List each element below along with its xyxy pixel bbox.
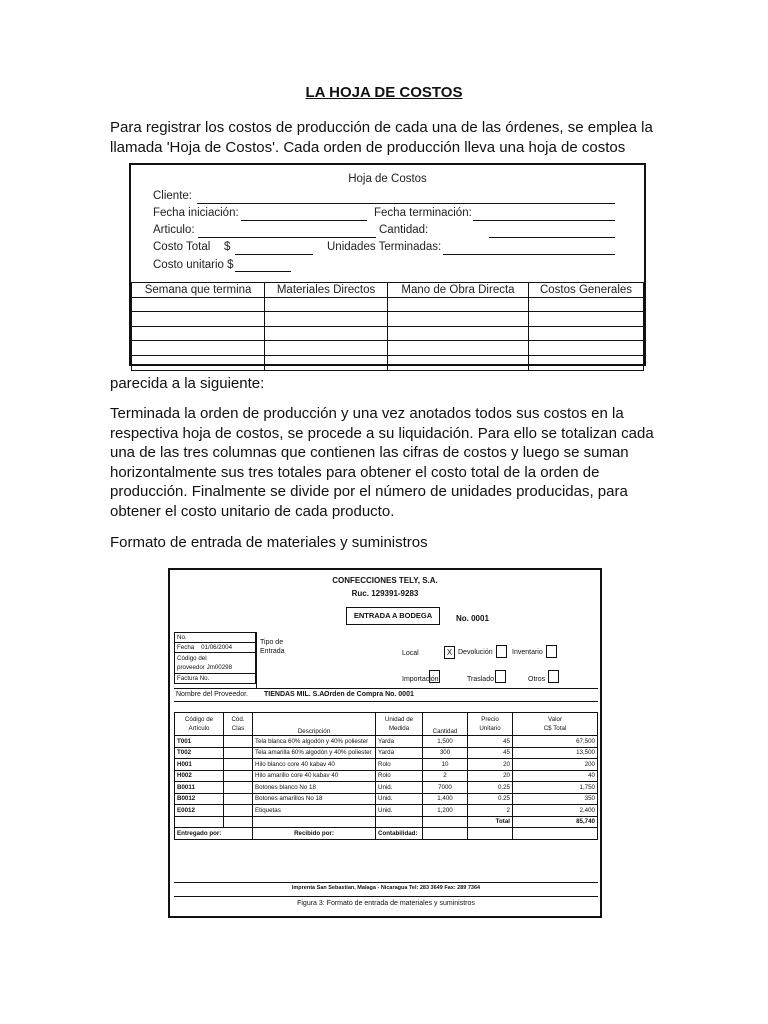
total-label: Total xyxy=(468,816,513,828)
liquidation-paragraph: Terminada la orden de producción y una vez anotados todos sus costos en la respectiva hoja de costos, se procede a su liquidación. Para ello se totalizan cada una de las tres columnas que contienen las cifras de costos y luego se suman horizontalmente sus tres totales para obtener el costo total de la orden de producción. Finalmente se divide por el número de unidades producidas, para obtener el costo unitario de cada producto. xyxy=(110,405,654,520)
inventario-label: Inventario xyxy=(512,649,543,656)
item-price: 20 xyxy=(468,759,513,771)
codigo-label-2: proveedor xyxy=(177,664,205,671)
costo-total-label: Costo Total xyxy=(153,241,211,253)
item-total: 200 xyxy=(513,759,598,771)
company-ruc: Ruc. 129391-9283 xyxy=(351,589,419,598)
table-row xyxy=(132,341,644,356)
item-clas xyxy=(224,736,253,748)
item-description: Botones blanco No 18 xyxy=(253,782,376,794)
importacion-checkbox[interactable] xyxy=(429,670,440,683)
hdr-valor-1: Valor xyxy=(548,716,562,723)
table-row xyxy=(175,759,598,771)
entregado-label: Entregado por: xyxy=(175,828,253,840)
otros-label: Otros xyxy=(528,676,546,683)
paragraph-formato: Formato de entrada de materiales y suministros xyxy=(110,534,428,551)
hdr-descripcion: Descripción xyxy=(253,713,376,736)
costo-unitario-label: Costo unitario $ xyxy=(153,259,234,271)
item-clas xyxy=(224,759,253,771)
table-row xyxy=(132,326,644,341)
fecha-fin-label: Fecha terminación: xyxy=(374,207,472,219)
tipo-label-2: Entrada xyxy=(260,648,285,655)
item-total: 2,400 xyxy=(513,805,598,817)
hdr-cod-1: Cód. xyxy=(231,716,245,723)
item-code: T002 xyxy=(175,747,224,759)
item-unit: Unid. xyxy=(376,793,423,805)
figure-caption: Figura 3: Formato de entrada de materiales y suministros xyxy=(174,896,598,907)
unidades-label: Unidades Terminadas: xyxy=(327,241,442,253)
hdr-valor-2: C$ Total xyxy=(543,725,567,732)
codigo-label-1: Código del xyxy=(177,655,207,662)
table-row xyxy=(132,355,644,370)
codigo-value: Jm00298 xyxy=(206,664,233,671)
entry-info-table xyxy=(174,632,256,684)
item-unit: Yarda xyxy=(376,747,423,759)
cantidad-label: Cantidad: xyxy=(379,224,429,236)
item-price: 0.25 xyxy=(468,793,513,805)
hdr-cantidad: Cantidad xyxy=(423,713,468,736)
hdr-cod-2: Clas xyxy=(231,725,245,732)
item-clas xyxy=(224,747,253,759)
col-semana: Semana que termina xyxy=(132,283,265,298)
col-materiales: Materiales Directos xyxy=(265,283,388,298)
item-total: 1,750 xyxy=(513,782,598,794)
table-row xyxy=(175,770,598,782)
cost-sheet-table xyxy=(131,282,644,371)
item-price: 20 xyxy=(468,770,513,782)
proveedor-value: TIENDAS MIL. S.A. xyxy=(264,691,327,698)
proveedor-row xyxy=(174,688,598,702)
hdr-codigo xyxy=(175,713,224,736)
devolucion-checkbox[interactable] xyxy=(496,645,507,658)
item-code: B0011 xyxy=(175,782,224,794)
fecha-inicio-line xyxy=(241,220,367,221)
col-mano-obra: Mano de Obra Directa xyxy=(387,283,528,298)
item-quantity: 7000 xyxy=(423,782,468,794)
local-label: Local xyxy=(402,650,419,657)
items-header xyxy=(175,713,598,736)
item-clas xyxy=(224,805,253,817)
item-quantity: 10 xyxy=(423,759,468,771)
inventario-checkbox[interactable] xyxy=(546,645,557,658)
item-quantity: 1,200 xyxy=(423,805,468,817)
hdr-precio xyxy=(468,713,513,736)
item-quantity: 2 xyxy=(423,770,468,782)
orden-compra: Orden de Compra No. 0001 xyxy=(324,691,414,698)
devolucion-label: Devolución xyxy=(458,649,493,656)
otros-checkbox[interactable] xyxy=(548,670,559,683)
fecha-inicio-label: Fecha iniciación: xyxy=(153,207,239,219)
contabilidad-label: Contabilidad: xyxy=(376,828,423,840)
articulo-line xyxy=(198,237,376,238)
item-code: E0012 xyxy=(175,805,224,817)
codigo-cell xyxy=(175,653,256,674)
table-row xyxy=(175,736,598,748)
hdr-unidad-1: Unidad de xyxy=(384,716,414,723)
paragraph-parecida: parecida a la siguiente: xyxy=(110,375,265,392)
hdr-codigo-2: Artículo xyxy=(188,725,210,732)
item-price: 0.25 xyxy=(468,782,513,794)
hdr-precio-2: Unitario xyxy=(479,725,501,732)
divider xyxy=(256,632,257,688)
traslado-label: Traslado xyxy=(467,676,494,683)
item-price: 45 xyxy=(468,736,513,748)
table-row xyxy=(175,782,598,794)
table-row xyxy=(175,805,598,817)
table-row xyxy=(132,312,644,327)
item-quantity: 1,500 xyxy=(423,736,468,748)
item-code: H001 xyxy=(175,759,224,771)
item-unit: Rolo xyxy=(376,759,423,771)
no-label: No. xyxy=(175,633,256,643)
item-quantity: 300 xyxy=(423,747,468,759)
hdr-unidad xyxy=(376,713,423,736)
col-costos-generales: Costos Generales xyxy=(529,283,644,298)
recibido-label: Recibido por: xyxy=(253,828,376,840)
item-quantity: 1,400 xyxy=(423,793,468,805)
item-description: Botones amarillos No 18 xyxy=(253,793,376,805)
cliente-line xyxy=(197,203,615,204)
cost-sheet-form xyxy=(129,163,646,366)
signature-row xyxy=(175,828,598,840)
fecha-cell xyxy=(175,643,256,653)
hdr-cod xyxy=(224,713,253,736)
unidades-line xyxy=(443,254,615,255)
company-name: CONFECCIONES TELY, S.A. xyxy=(332,576,438,585)
hdr-codigo-1: Código de xyxy=(184,716,214,723)
item-code: H002 xyxy=(175,770,224,782)
item-price: 2 xyxy=(468,805,513,817)
table-row xyxy=(175,793,598,805)
item-description: Etiquetas xyxy=(253,805,376,817)
total-value: 85,740 xyxy=(513,816,598,828)
costo-total-dollar: $ xyxy=(224,241,231,253)
costo-unitario-line xyxy=(235,271,291,272)
doc-number: No. 0001 xyxy=(456,614,489,623)
item-description: Tela blanca 60% algodón y 40% poliester xyxy=(253,736,376,748)
cost-sheet-title: Hoja de Costos xyxy=(348,173,427,185)
item-total: 40 xyxy=(513,770,598,782)
item-price: 45 xyxy=(468,747,513,759)
item-description: Hilo blanco core 40 kabav 40 xyxy=(253,759,376,771)
cantidad-line xyxy=(489,237,615,238)
factura-label: Factura No. xyxy=(175,674,256,684)
fecha-label: Fecha xyxy=(177,644,195,651)
item-total: 350 xyxy=(513,793,598,805)
total-row xyxy=(175,816,598,828)
tipo-entrada-label xyxy=(260,638,285,656)
item-code: T001 xyxy=(175,736,224,748)
fecha-fin-line xyxy=(473,220,615,221)
table-row xyxy=(175,747,598,759)
item-code: B0012 xyxy=(175,793,224,805)
item-unit: Yarda xyxy=(376,736,423,748)
fecha-value: 01/06/2004 xyxy=(201,644,233,651)
traslado-checkbox[interactable] xyxy=(495,670,506,683)
hdr-unidad-2: Medida xyxy=(388,725,410,732)
hdr-valor xyxy=(513,713,598,736)
item-unit: Unid. xyxy=(376,782,423,794)
table-row xyxy=(132,297,644,312)
cliente-label: Cliente: xyxy=(153,190,192,202)
importacion-label: Importación xyxy=(402,676,439,683)
doc-title-box: ENTRADA A BODEGA xyxy=(346,607,440,625)
nombre-proveedor-label: Nombre del Proveedor. xyxy=(176,691,248,698)
hdr-precio-1: Precio xyxy=(481,716,499,723)
imprenta-line: Imprenta San Sebastian, Malaga - Nicaragua Tel: 283 3649 Fax: 289 7364 xyxy=(174,882,598,891)
articulo-label: Articulo: xyxy=(153,224,195,236)
item-unit: Unid. xyxy=(376,805,423,817)
item-clas xyxy=(224,793,253,805)
item-total: 67,500 xyxy=(513,736,598,748)
tipo-label-1: Tipo de xyxy=(260,639,284,646)
item-unit: Rolo xyxy=(376,770,423,782)
document-title: LA HOJA DE COSTOS xyxy=(305,84,463,101)
item-clas xyxy=(224,782,253,794)
item-description: Hilo amarillo core 40 kabav 40 xyxy=(253,770,376,782)
warehouse-entry-form xyxy=(168,568,602,918)
item-description: Tela amarilla 60% algodón y 40% poliester xyxy=(253,747,376,759)
item-clas xyxy=(224,770,253,782)
costo-total-line xyxy=(235,254,313,255)
local-checkbox[interactable]: X xyxy=(444,646,455,659)
intro-paragraph: Para registrar los costos de producción de cada una de las órdenes, se emplea la llamada 'Hoja de Costos'. Cada orden de producción lleva una hoja de costos xyxy=(110,119,653,156)
item-total: 13,500 xyxy=(513,747,598,759)
items-table xyxy=(174,712,598,840)
